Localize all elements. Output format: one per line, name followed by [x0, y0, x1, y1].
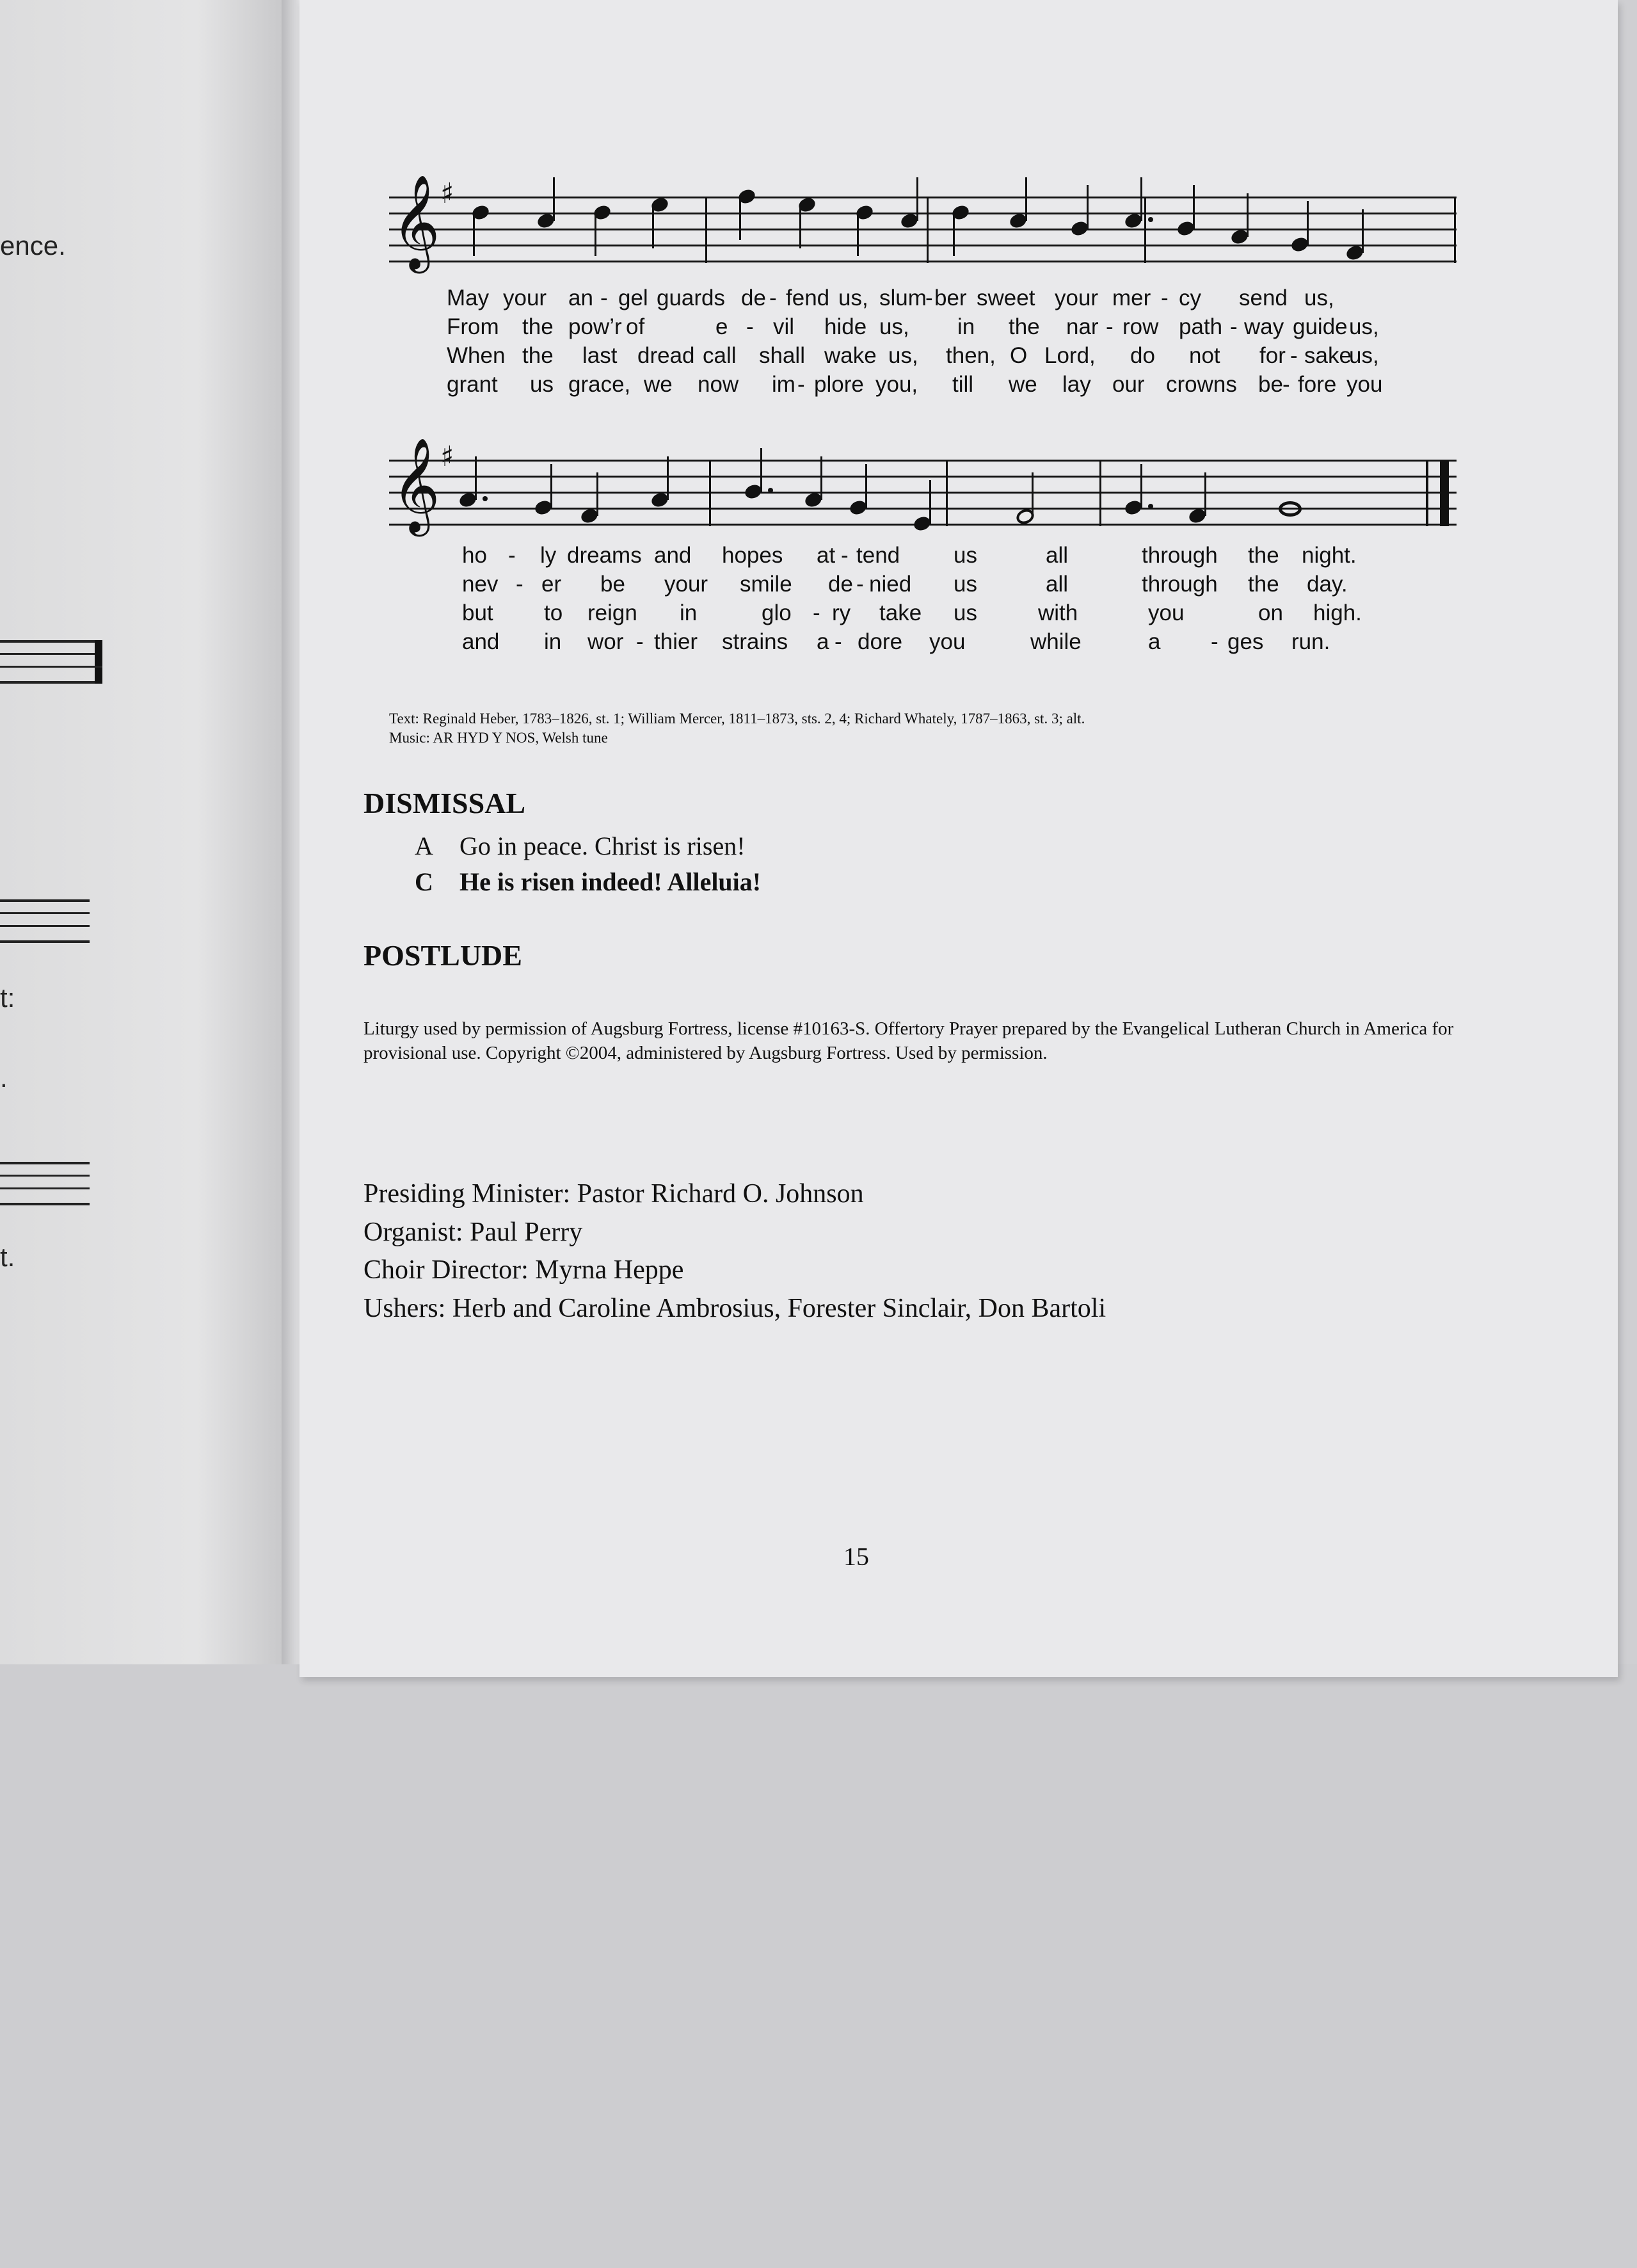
note-stem [596, 472, 598, 516]
organist: Organist: Paul Perry [363, 1218, 583, 1247]
lyric-syllable: slum [879, 286, 927, 310]
facing-page-fragment: t. [0, 1242, 15, 1272]
note-stem [652, 205, 654, 248]
note-stem [1140, 464, 1142, 508]
lyric-syllable: - [841, 543, 849, 568]
lyric-syllable: the [522, 343, 554, 368]
lyric-syllable: us [954, 543, 977, 568]
lyric-syllable: in [957, 314, 975, 339]
lyric-syllable: till [952, 372, 974, 397]
lyric-syllable: - [600, 286, 608, 310]
lyric-syllable: hopes [722, 543, 783, 568]
lyric-syllable: take [879, 600, 922, 625]
note-stem [953, 213, 955, 256]
lyric-syllable: fend [786, 286, 830, 310]
lyric-syllable: cy [1179, 286, 1201, 310]
lyric-syllable: all [1046, 543, 1069, 568]
lyric-syllable: we [644, 372, 673, 397]
congregation-text: He is risen indeed! Alleluia! [459, 867, 762, 896]
lyric-syllable: strains [722, 629, 788, 654]
lyric-syllable: nar [1066, 314, 1099, 339]
note-head [1279, 501, 1302, 517]
lyric-syllable: your [664, 572, 708, 597]
facing-page-edge [0, 0, 282, 1664]
lyric-syllable: - [813, 600, 820, 625]
lyric-syllable: ges [1227, 629, 1264, 654]
lyric-syllable: grace, [568, 372, 631, 397]
lyric-syllable: us, [1304, 286, 1334, 310]
lyric-syllable: - [1230, 314, 1238, 339]
leader-text: Go in peace. Christ is risen! [459, 832, 746, 860]
lyric-syllable: the [522, 314, 554, 339]
scanner-bed [0, 1664, 1637, 2268]
lyric-syllable: you, [875, 372, 918, 397]
hymn-credits [389, 709, 1085, 748]
lyric-syllable: pow’r [568, 314, 622, 339]
lyric-syllable: the [1248, 543, 1279, 568]
lyric-syllable: lay [1062, 372, 1091, 397]
lyric-syllable: wor [587, 629, 624, 654]
facing-page-staff [0, 1162, 90, 1205]
lyric-syllable: us [530, 372, 554, 397]
lyric-syllable: call [703, 343, 737, 368]
lyric-syllable: er [541, 572, 562, 597]
lyric-syllable: through [1142, 543, 1218, 568]
lyric-syllable: May [447, 286, 490, 310]
note-dot [1148, 504, 1153, 509]
lyric-syllable: run. [1291, 629, 1330, 654]
lyric-syllable: guide [1293, 314, 1348, 339]
lyric-syllable: all [1046, 572, 1069, 597]
postlude-heading: POSTLUDE [363, 939, 522, 972]
lyric-syllable: - [508, 543, 516, 568]
lyric-syllable: us, [1349, 314, 1379, 339]
lyric-syllable: ber [934, 286, 967, 310]
note-stem [820, 456, 822, 500]
lyric-syllable: you [1346, 372, 1383, 397]
note-stem [739, 197, 741, 240]
facing-page-staff [0, 899, 90, 943]
note-dot [483, 496, 488, 501]
note-stem [760, 448, 762, 492]
lyric-syllable: we [1009, 372, 1037, 397]
lyric-syllable: a [1148, 629, 1161, 654]
lyric-syllable: reign [587, 600, 637, 625]
lyric-syllable: glo [762, 600, 792, 625]
lyric-syllable: an [568, 286, 593, 310]
note-stem [916, 177, 918, 221]
lyric-syllable: way [1244, 314, 1284, 339]
lyric-syllable: while [1030, 629, 1082, 654]
book-gutter [282, 0, 301, 1664]
lyric-syllable: ly [540, 543, 557, 568]
lyric-syllable: - [769, 286, 777, 310]
lyric-syllable: and [462, 629, 500, 654]
lyric-syllable: you [929, 629, 966, 654]
congregation-label: C [415, 867, 433, 896]
lyric-syllable: your [503, 286, 547, 310]
permission-notice: Liturgy used by permission of Augsburg Fortress, license #10163-S. Offertory Prayer prepared by the Evangelical Lutheran Church in America for provisional use. Copyright ©2004, administered by Augsburg Fortress. Used by permission. [363, 1018, 1454, 1063]
lyric-syllable: wake [824, 343, 877, 368]
lyric-syllable: - [925, 286, 933, 310]
lyric-syllable: the [1248, 572, 1279, 597]
lyric-syllable: Lord, [1044, 343, 1096, 368]
music-credit: Music: AR HYD Y NOS, Welsh tune [389, 730, 608, 746]
sharp-key-signature-icon: ♯ [440, 440, 454, 473]
choir-director: Choir Director: Myrna Heppe [363, 1255, 684, 1285]
lyric-syllable: - [746, 314, 754, 339]
lyric-syllable: day. [1307, 572, 1348, 597]
lyric-syllable: be [1258, 372, 1283, 397]
lyric-syllable: im [772, 372, 795, 397]
lyric-syllable: but [462, 600, 493, 625]
lyric-syllable: do [1130, 343, 1155, 368]
lyric-syllable: to [544, 600, 563, 625]
lyric-syllable: in [680, 600, 698, 625]
lyric-syllable: for [1259, 343, 1286, 368]
lyric-syllable: de [828, 572, 853, 597]
lyric-syllable: - [797, 372, 805, 397]
note-stem [667, 456, 669, 500]
lyric-syllable: now [698, 372, 739, 397]
lyric-syllable: not [1189, 343, 1220, 368]
note-stem [1362, 209, 1364, 253]
lyric-syllable: us [954, 600, 977, 625]
lyric-syllable: then, [946, 343, 996, 368]
lyric-syllable: - [1211, 629, 1218, 654]
note-stem [553, 177, 555, 221]
text-credit: Text: Reginald Heber, 1783–1826, st. 1; William Mercer, 1811–1873, sts. 2, 4; Richard Whately, 1787–1863, st. 3; alt. [389, 711, 1085, 727]
lyric-syllable: grant [447, 372, 498, 397]
lyric-syllable: - [1290, 343, 1298, 368]
presiding-minister: Presiding Minister: Pastor Richard O. Johnson [363, 1179, 864, 1209]
note-stem [475, 456, 477, 500]
note-stem [550, 464, 552, 508]
lyric-syllable: From [447, 314, 499, 339]
lyric-syllable: and [654, 543, 692, 568]
lyric-syllable: vil [773, 314, 795, 339]
lyric-syllable: guards [657, 286, 726, 310]
treble-clef-icon: 𝄞 [392, 437, 440, 533]
note-dot [1148, 217, 1153, 222]
lyric-syllable: - [1106, 314, 1114, 339]
note-stem [1247, 193, 1249, 237]
facing-page-staff [0, 640, 102, 684]
note-stem [857, 213, 859, 256]
lyric-syllable: fore [1298, 372, 1337, 397]
note-stem [1032, 472, 1034, 516]
lyric-syllable: When [447, 343, 506, 368]
facing-page-fragment: ence. [0, 230, 66, 261]
lyric-syllable: crowns [1166, 372, 1237, 397]
lyric-syllable: a [817, 629, 829, 654]
lyric-syllable: us [954, 572, 977, 597]
lyric-syllable: - [834, 629, 842, 654]
lyric-syllable: gel [618, 286, 648, 310]
note-stem [799, 205, 801, 248]
note-stem [1140, 177, 1142, 221]
lyric-syllable: high. [1313, 600, 1362, 625]
lyric-syllable: with [1038, 600, 1078, 625]
note-dot [768, 488, 773, 493]
lyric-syllable: - [1161, 286, 1169, 310]
page-number: 15 [843, 1542, 869, 1571]
lyric-syllable: of [626, 314, 645, 339]
note-stem [865, 464, 867, 508]
lyric-syllable: on [1258, 600, 1283, 625]
lyric-syllable: tend [856, 543, 900, 568]
note-stem [1193, 185, 1195, 229]
facing-page-fragment: . [0, 1063, 8, 1093]
note-stem [1087, 185, 1089, 229]
lyric-syllable: shall [759, 343, 805, 368]
lyric-syllable: ry [832, 600, 851, 625]
dismissal-congregation-line [415, 867, 761, 897]
lyric-syllable: de [741, 286, 766, 310]
dismissal-leader-line [415, 831, 746, 861]
lyric-syllable: ho [462, 543, 487, 568]
note-stem [1204, 472, 1206, 516]
note-stem [929, 480, 931, 524]
lyric-syllable: dread [637, 343, 695, 368]
lyric-syllable: nev [462, 572, 499, 597]
lyric-syllable: us, [838, 286, 868, 310]
sharp-key-signature-icon: ♯ [440, 177, 454, 210]
lyric-syllable: be [600, 572, 625, 597]
lyric-syllable: nied [869, 572, 912, 597]
lyric-syllable: - [856, 572, 864, 597]
lyric-syllable: in [544, 629, 562, 654]
lyric-syllable: your [1055, 286, 1099, 310]
music-staff-1 [389, 174, 1457, 269]
lyric-syllable: path [1179, 314, 1223, 339]
lyric-syllable: smile [740, 572, 792, 597]
lyric-syllable: sake [1304, 343, 1352, 368]
lyric-syllable: row [1122, 314, 1159, 339]
lyric-syllable: plore [814, 372, 864, 397]
facing-page-fragment: t: [0, 983, 15, 1013]
lyric-syllable: at [817, 543, 836, 568]
lyric-syllable: through [1142, 572, 1218, 597]
dismissal-heading: DISMISSAL [363, 787, 526, 819]
lyric-syllable: thier [654, 629, 698, 654]
note-stem [1307, 201, 1309, 245]
lyric-syllable: our [1112, 372, 1145, 397]
bulletin-page [299, 0, 1618, 1677]
lyric-syllable: us, [879, 314, 909, 339]
lyric-syllable: - [516, 572, 523, 597]
note-stem [473, 213, 475, 256]
treble-clef-icon: 𝄞 [392, 174, 440, 269]
lyric-syllable: - [636, 629, 644, 654]
lyric-syllable: dreams [567, 543, 642, 568]
lyric-syllable: e [715, 314, 728, 339]
lyric-syllable: mer [1112, 286, 1151, 310]
lyric-syllable: - [1282, 372, 1290, 397]
note-stem [595, 213, 596, 256]
lyric-syllable: last [582, 343, 618, 368]
lyric-syllable: you [1148, 600, 1185, 625]
lyric-syllable: the [1009, 314, 1040, 339]
leader-label: A [415, 832, 433, 860]
ushers: Ushers: Herb and Caroline Ambrosius, Forester Sinclair, Don Bartoli [363, 1294, 1106, 1323]
lyric-syllable: night. [1302, 543, 1357, 568]
lyric-syllable: O [1010, 343, 1028, 368]
lyric-syllable: dore [858, 629, 903, 654]
lyric-syllable: us, [1349, 343, 1379, 368]
note-stem [1025, 177, 1027, 221]
lyric-syllable: us, [888, 343, 918, 368]
lyric-syllable: hide [824, 314, 867, 339]
lyric-syllable: send [1239, 286, 1288, 310]
music-staff-2 [389, 437, 1457, 533]
lyric-syllable: sweet [977, 286, 1035, 310]
